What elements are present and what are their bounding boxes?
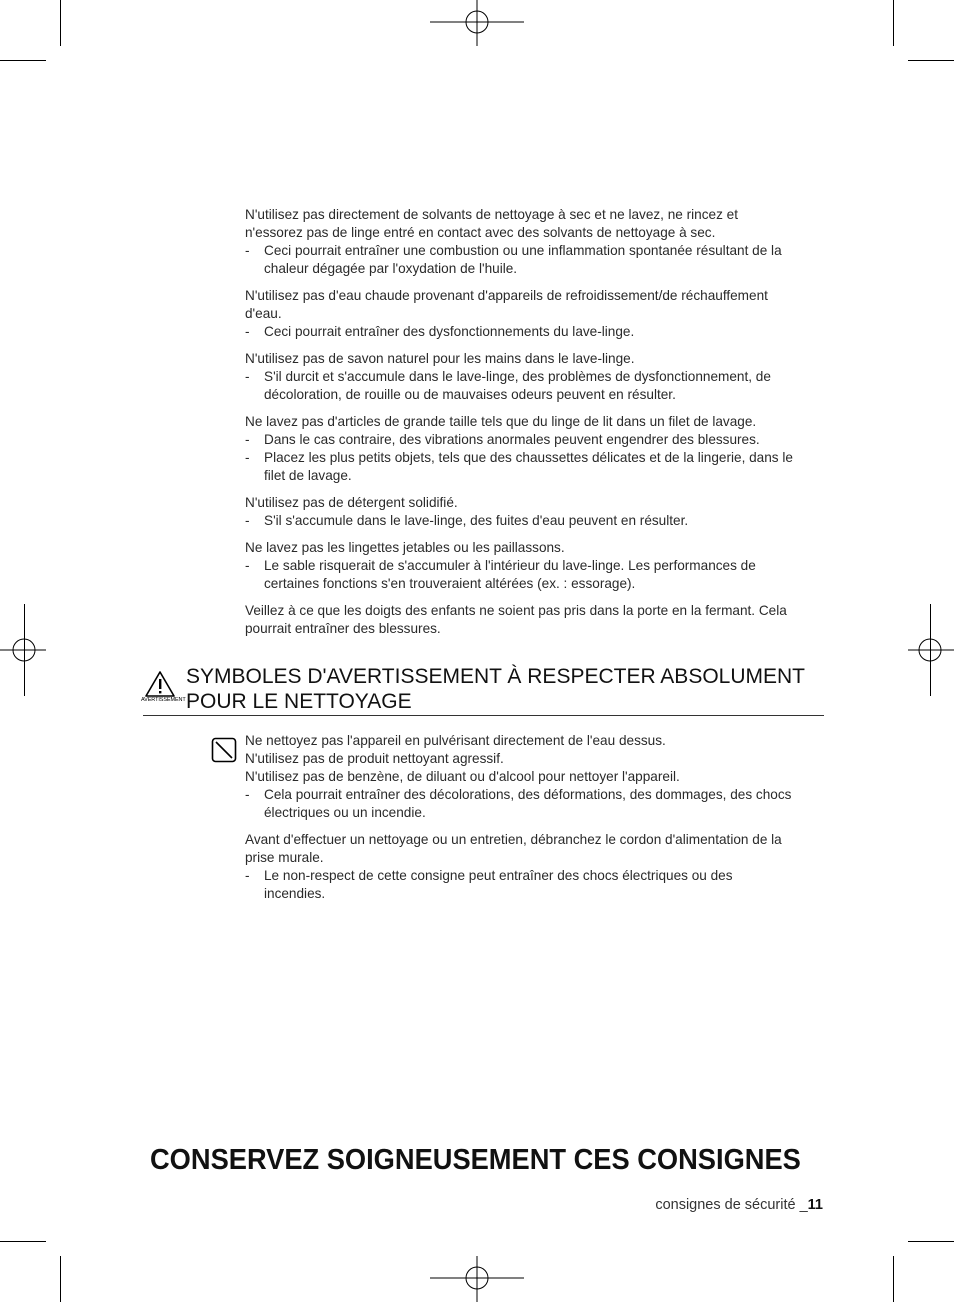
page-footer	[655, 1197, 823, 1213]
instruction-paragraph	[245, 494, 823, 530]
bullet-dash: -	[245, 450, 250, 465]
bullet-line: chaleur dégagée par l'oxydation de l'huile.	[264, 261, 518, 276]
bullet-text	[264, 449, 823, 485]
bullet-line: certaines fonctions s'en trouveraient altérées (ex. : essorage).	[264, 576, 636, 591]
page-number: 11	[807, 1197, 823, 1213]
bullet-line: Cela pourrait entraîner des décolorations, des déformations, des dommages, des chocs	[264, 787, 792, 802]
bullet-item	[245, 323, 823, 341]
instruction-text: Avant d'effectuer un nettoyage ou un entretien, débranchez le cordon d'alimentation de la	[245, 832, 782, 847]
section-divider	[143, 715, 824, 716]
bullet-line: S'il durcit et s'accumule dans le lave-linge, des problèmes de dysfonctionnement, de	[264, 369, 771, 384]
section-heading-line: SYMBOLES D'AVERTISSEMENT À RESPECTER ABSOLUMENT	[186, 665, 805, 688]
instruction-text: N'utilisez pas de produit nettoyant agressif.	[245, 751, 504, 766]
crop-mark	[908, 1241, 954, 1242]
bullet-dash: -	[245, 558, 250, 573]
instruction-text: N'utilisez pas d'eau chaude provenant d'appareils de refroidissement/de réchauffement	[245, 288, 768, 303]
instruction-text: N'utilisez pas de savon naturel pour les mains dans le lave-linge.	[245, 351, 635, 366]
bullet-text	[264, 323, 823, 341]
bullet-item	[245, 242, 823, 278]
bullet-line: Ceci pourrait entraîner une combustion ou une inflammation spontanée résultant de la	[264, 243, 782, 258]
instruction-text: N'utilisez pas de détergent solidifié.	[245, 495, 458, 510]
crop-mark	[893, 0, 894, 46]
cleaning-instructions	[245, 732, 823, 912]
bullet-text	[264, 242, 823, 278]
instruction-text: Ne lavez pas les lingettes jetables ou les paillassons.	[245, 540, 565, 555]
instruction-paragraph	[245, 831, 823, 903]
bullet-text	[264, 867, 823, 903]
instruction-paragraph	[245, 206, 823, 278]
crop-mark	[0, 1241, 46, 1242]
instruction-text: N'utilisez pas de benzène, de diluant ou d'alcool pour nettoyer l'appareil.	[245, 769, 680, 784]
instruction-paragraph	[245, 602, 823, 638]
instruction-paragraph	[245, 413, 823, 485]
registration-mark-icon	[908, 626, 954, 674]
bullet-line: filet de lavage.	[264, 468, 352, 483]
bullet-dash: -	[245, 513, 250, 528]
instruction-text: prise murale.	[245, 850, 324, 865]
bullet-line: électriques ou un incendie.	[264, 805, 426, 820]
instruction-text: Veillez à ce que les doigts des enfants ne soient pas pris dans la porte en la fermant. Cela	[245, 603, 787, 618]
section-name: consignes de sécurité _	[655, 1197, 808, 1213]
registration-mark-icon	[430, 0, 524, 46]
bullet-line: Placez les plus petits objets, tels que des chaussettes délicates et de la lingerie, dans le	[264, 450, 793, 465]
instruction-paragraph	[245, 732, 823, 822]
bullet-dash: -	[245, 324, 250, 339]
bullet-line: incendies.	[264, 886, 326, 901]
crop-mark	[0, 60, 46, 61]
instruction-text: Ne lavez pas d'articles de grande taille tels que du linge de lit dans un filet de lavage.	[245, 414, 757, 429]
bullet-dash: -	[245, 369, 250, 384]
instruction-text: Ne nettoyez pas l'appareil en pulvérisant directement de l'eau dessus.	[245, 733, 666, 748]
section-heading	[186, 664, 826, 714]
bullet-item	[245, 867, 823, 903]
bullet-line: Dans le cas contraire, des vibrations anormales peuvent engendrer des blessures.	[264, 432, 760, 447]
bullet-dash: -	[245, 868, 250, 883]
bullet-item	[245, 449, 823, 485]
bullet-dash: -	[245, 787, 250, 802]
bullet-line: Ceci pourrait entraîner des dysfonctionnements du lave-linge.	[264, 324, 635, 339]
bullet-item	[245, 512, 823, 530]
bullet-text	[264, 431, 823, 449]
instruction-paragraph	[245, 287, 823, 341]
bullet-line: Le non-respect de cette consigne peut entraîner des chocs électriques ou des	[264, 868, 733, 883]
bullet-text	[264, 786, 823, 822]
bullet-dash: -	[245, 243, 250, 258]
crop-mark	[60, 1256, 61, 1302]
bullet-item	[245, 368, 823, 404]
instruction-text: d'eau.	[245, 306, 282, 321]
crop-mark	[893, 1256, 894, 1302]
bullet-dash: -	[245, 432, 250, 447]
instruction-paragraph	[245, 539, 823, 593]
registration-mark-icon	[0, 626, 46, 674]
prohibition-icon	[211, 737, 237, 763]
bullet-item	[245, 557, 823, 593]
bullet-line: S'il s'accumule dans le lave-linge, des fuites d'eau peuvent en résulter.	[264, 513, 689, 528]
bullet-line: Le sable risquerait de s'accumuler à l'intérieur du lave-linge. Les performances de	[264, 558, 756, 573]
safety-instructions	[245, 206, 823, 647]
bullet-text	[264, 557, 823, 593]
instruction-text: n'essorez pas de linge entré en contact avec des solvants de nettoyage à sec.	[245, 225, 716, 240]
bullet-item	[245, 431, 823, 449]
crop-mark	[60, 0, 61, 46]
bullet-line: décoloration, de rouille ou de mauvaises odeurs peuvent en résulter.	[264, 387, 676, 402]
section-heading-line: POUR LE NETTOYAGE	[186, 690, 412, 713]
instruction-text: pourrait entraîner des blessures.	[245, 621, 441, 636]
bullet-text	[264, 512, 823, 530]
crop-mark	[908, 60, 954, 61]
bullet-text	[264, 368, 823, 404]
registration-mark-icon	[430, 1256, 524, 1302]
bullet-item	[245, 786, 823, 822]
instruction-paragraph	[245, 350, 823, 404]
warning-label: AVERTISSEMENT	[141, 697, 186, 703]
instruction-text: N'utilisez pas directement de solvants de nettoyage à sec et ne lavez, ne rincez et	[245, 207, 738, 222]
footer-title: CONSERVEZ SOIGNEUSEMENT CES CONSIGNES	[150, 1144, 801, 1176]
